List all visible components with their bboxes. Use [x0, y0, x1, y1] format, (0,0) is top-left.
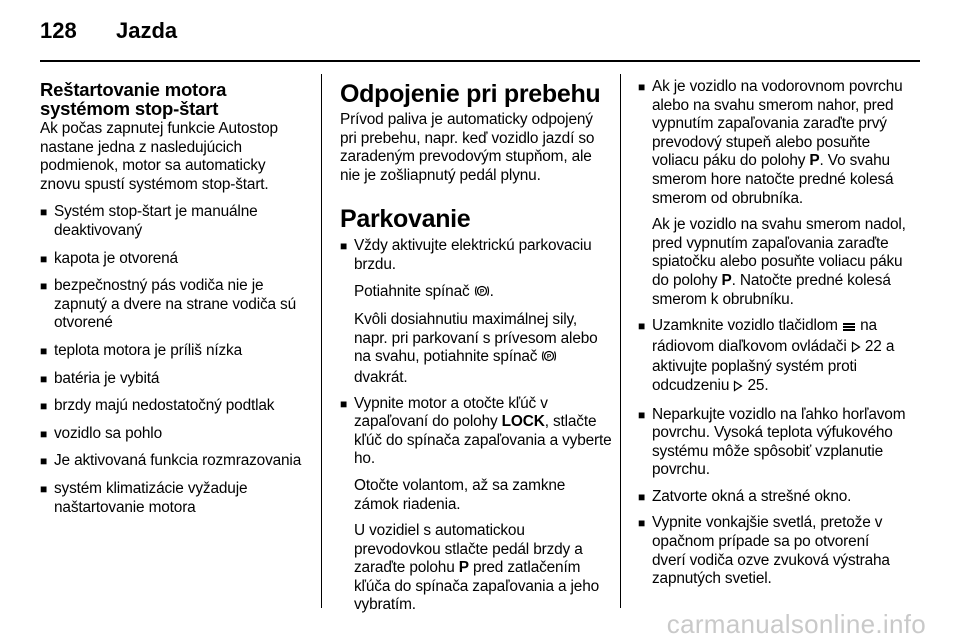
column-3 — [638, 66, 906, 589]
square-bullet-icon: ■ — [40, 371, 48, 386]
list-item: ■ teplota motora je príliš nízka — [40, 341, 242, 359]
page-number: 128 — [40, 18, 77, 43]
column-divider-2 — [620, 74, 621, 608]
page-reference[interactable]: 22 — [864, 337, 882, 355]
section-heading-parking: Parkovanie — [340, 205, 471, 234]
list-item: ■ Vypnite vonkajšie svetlá, pretože v opačnom prípade sa po otvorení dverí vodiča ozve zvuková výstraha zapnutých svetiel. — [638, 514, 890, 588]
page-header — [40, 18, 920, 48]
parking-list — [340, 237, 612, 615]
section-heading-fuel-cutoff: Odpojenie pri prebehu — [340, 80, 601, 108]
parking-brake-icon — [474, 284, 490, 304]
list-item: ■ Vypnite motor a otočte kľúč v zapaľovaní do polohy LOCK, stlačte kľúč do spínača zapaľovania a vyberte ho. Otočte volantom, až sa zamkne zámok riadenia. U vozidiel s automatickou prevodovkou stlačte pedál brzdy a zaraďte polohu P pred zatlačením kľúča do spínača zapaľovania a jeho vybratím. — [340, 394, 612, 614]
square-bullet-icon: ■ — [40, 343, 48, 358]
square-bullet-icon: ■ — [40, 279, 48, 294]
square-bullet-icon: ■ — [40, 399, 48, 414]
list-item: ■ systém klimatizácie vyžaduje naštartovanie motora — [40, 479, 248, 516]
square-bullet-icon: ■ — [40, 426, 48, 441]
list-item: ■ Systém stop-štart je manuálne deaktivovaný — [40, 203, 258, 239]
square-bullet-icon: ■ — [638, 407, 646, 422]
restart-intro: Ak počas zapnutej funkcie Autostop nastane jedna z nasledujúcich podmienok, motor sa automaticky znovu spustí systémom stop-štart. — [40, 120, 278, 193]
square-bullet-icon: ■ — [40, 251, 48, 266]
square-bullet-icon: ■ — [638, 319, 646, 334]
list-item: ■ vozidlo sa pohlo — [40, 424, 162, 442]
page-ref-triangle-icon — [851, 340, 861, 359]
list-item: ■ Uzamknite vozidlo tlačidlom na rádiovom diaľkovom ovládači 22 a aktivujte poplašný systém proti odcudzeniu 25. — [638, 317, 906, 397]
list-item: ■ Neparkujte vozidlo na ľahko horľavom povrchu. Vysoká teplota výfukového systému môže spôsobiť vzplanutie povrchu. — [638, 405, 906, 479]
list-item: ■ batéria je vybitá — [40, 369, 160, 387]
column-1 — [40, 66, 306, 517]
column-2 — [340, 66, 612, 615]
watermark: carmanualsonline.info — [666, 609, 926, 639]
list-item: ■ Je aktivovaná funkcia rozmrazovania — [40, 452, 302, 470]
list-item: ■ brzdy majú nedostatočný podtlak — [40, 397, 275, 415]
chapter-title: Jazda — [116, 18, 178, 43]
parking-list-continued — [638, 78, 906, 589]
page-reference[interactable]: 25 — [747, 376, 765, 394]
svg-text:P: P — [479, 287, 484, 295]
square-bullet-icon: ■ — [340, 239, 348, 254]
section-heading-restart: Reštartovanie motora systémom stop-štart — [40, 79, 227, 119]
list-item: ■ bezpečnostný pás vodiča nie je zapnutý a dvere na strane vodiča sú otvorené — [40, 277, 297, 332]
lock-button-icon — [842, 319, 856, 338]
svg-text:P: P — [547, 353, 552, 361]
list-item: ■ kapota je otvorená — [40, 249, 178, 267]
square-bullet-icon: ■ — [40, 454, 48, 469]
square-bullet-icon: ■ — [40, 481, 48, 496]
square-bullet-icon: ■ — [638, 516, 646, 531]
square-bullet-icon: ■ — [340, 396, 348, 411]
fuel-cutoff-text: Prívod paliva je automaticky odpojený pri prebehu, napr. keď vozidlo jazdí so zaradeným prevodovým stupňom, ale nie je zošliapnutý pedál plynu. — [340, 111, 595, 184]
list-item: ■ Zatvorte okná a strešné okno. — [638, 487, 852, 505]
header-rule — [40, 60, 920, 62]
page-ref-triangle-icon — [733, 379, 743, 398]
square-bullet-icon: ■ — [638, 80, 646, 94]
column-divider-1 — [321, 74, 322, 608]
square-bullet-icon: ■ — [638, 489, 646, 504]
restart-conditions-list — [40, 203, 306, 517]
square-bullet-icon: ■ — [40, 205, 48, 220]
list-item: ■ Ak je vozidlo na vodorovnom povrchu alebo na svahu smerom nahor, pred vypnutím zapaľovania zaraďte prvý prevodový stupeň alebo posuňte voliacu páku do polohy P. Vo svahu smerom hore natočte predné kolesá smerom od obrubníka. Ak je vozidlo na svahu smerom nadol, pred vypnutím zapaľovania zaraďte spiatočku alebo posuňte voliacu páku do polohy P. Natočte predné kolesá smerom k obrubníku. — [638, 78, 906, 308]
parking-brake-icon — [541, 349, 557, 369]
list-item: ■ Vždy aktivujte elektrickú parkovaciu brzdu. Potiahnite spínač P . Kvôli dosiahnutiu maximálnej sily, napr. pri parkovaní s prívesom alebo na svahu, potiahnite spínač P dvakrát. — [340, 237, 598, 386]
